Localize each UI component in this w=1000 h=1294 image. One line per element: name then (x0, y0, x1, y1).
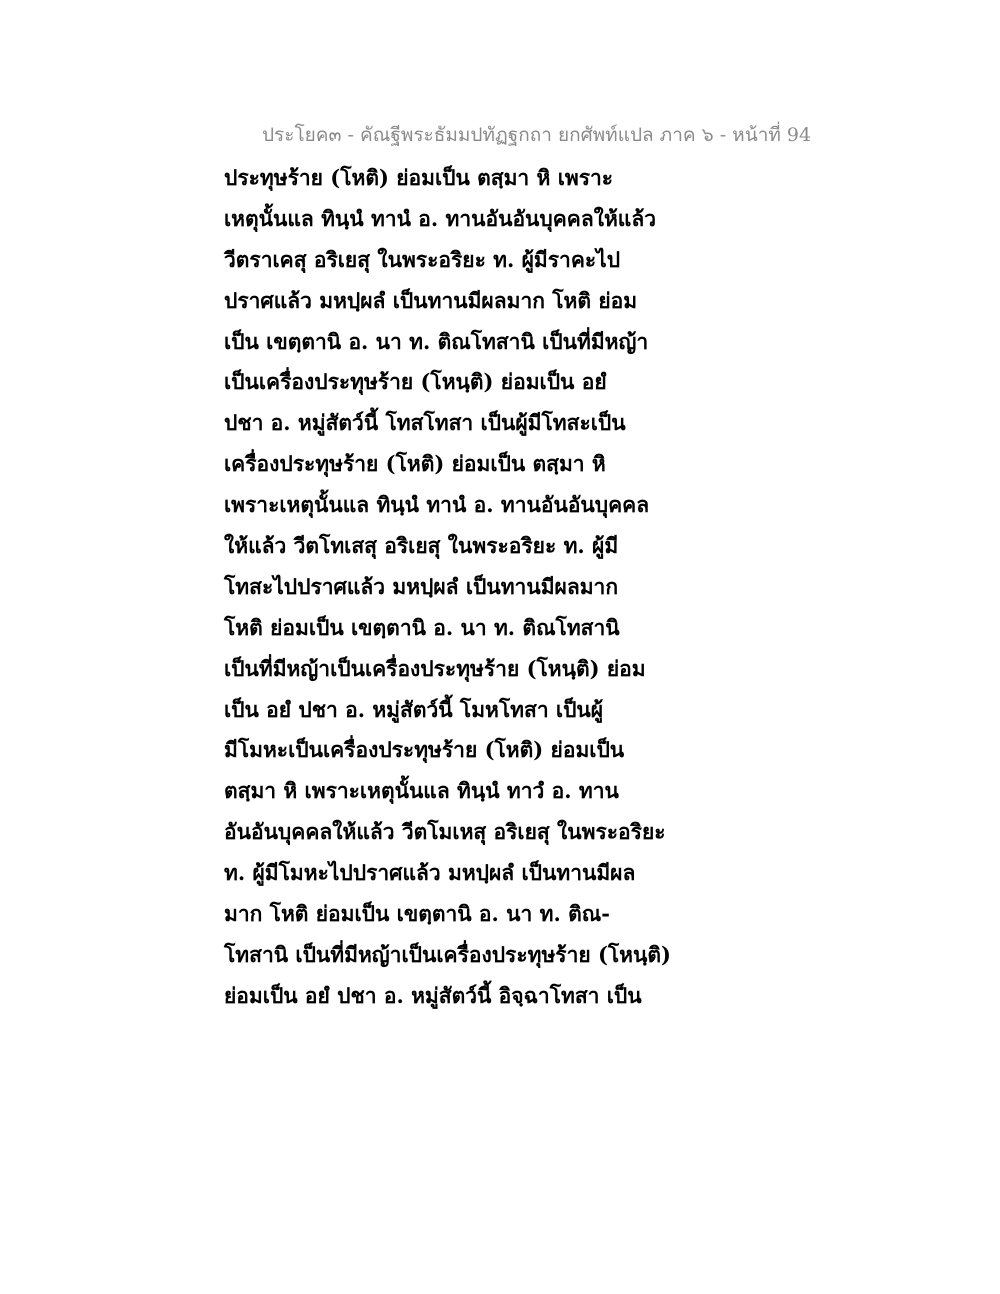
text-line: โหติ ย่อมเป็น เขตฺตานิ อ. นา ท. ติณโทสานิ (224, 614, 620, 640)
body-text (224, 158, 671, 1017)
text-line: เครื่องประทุษร้าย (โหติ) ย่อมเป็น ตสฺมา หิ (224, 451, 606, 477)
text-line: เป็นที่มีหญ้าเป็นเครื่องประทุษร้าย (โหนฺติ) ย่อม (224, 655, 646, 681)
text-line: มีโมหะเป็นเครื่องประทุษร้าย (โหติ) ย่อมเป็น (224, 737, 625, 763)
text-line: เพราะเหตุนั้นแล ทินฺนํ ทานํ อ. ทานอันอันบุคคล (224, 492, 650, 518)
text-line: อันอันบุคคลให้แล้ว วีตโมเหสุ อริเยสุ ในพระอริยะ (224, 819, 666, 845)
text-line: เป็น เขตฺตานิ อ. นา ท. ติณโทสานิ เป็นที่มีหญ้า (224, 328, 649, 354)
text-line: ประทุษร้าย (โหติ) ย่อมเป็น ตสฺมา หิ เพราะ (224, 165, 614, 190)
text-line: ให้แล้ว วีตโทเสสุ อริเยสุ ในพระอริยะ ท. ผู้มี (224, 533, 619, 559)
running-header: ประโยค๓ - คัณฐีพระธัมมปทัฏฐกถา ยกศัพท์แปล ภาค ๖ - หน้าที่ 94 (262, 124, 812, 146)
text-line: ปชา อ. หมู่สัตว์นี้ โทสโทสา เป็นผู้มีโทสะเป็น (224, 410, 626, 436)
text-line: ท. ผู้มีโมหะไปปราศแล้ว มหปฺผลํ เป็นทานมีผล (224, 860, 636, 886)
text-line: โทสะไปปราศแล้ว มหปฺผลํ เป็นทานมีผลมาก (224, 573, 619, 599)
text-line: โทสานิ เป็นที่มีหญ้าเป็นเครื่องประทุษร้าย (โหนฺติ) (224, 941, 671, 967)
text-line: เป็นเครื่องประทุษร้าย (โหนฺติ) ย่อมเป็น อยํ (224, 369, 607, 395)
text-line: ตสฺมา หิ เพราะเหตุนั้นแล ทินฺนํ ทาวํ อ. ทาน (224, 778, 619, 804)
text-line: เหตุนั้นแล ทินฺนํ ทานํ อ. ทานอันอันบุคคลให้แล้ว (224, 205, 656, 231)
text-line: เป็น อยํ ปชา อ. หมู่สัตว์นี้ โมหโทสา เป็นผู้ (224, 696, 604, 722)
text-line: มาก โหติ ย่อมเป็น เขตฺตานิ อ. นา ท. ติณ- (224, 901, 610, 927)
text-line: ปราศแล้ว มหปฺผลํ เป็นทานมีผลมาก โหติ ย่อม (224, 287, 638, 313)
text-line: วีตราเคสุ อริเยสุ ในพระอริยะ ท. ผู้มีราคะไป (224, 246, 621, 272)
text-line: ย่อมเป็น อยํ ปชา อ. หมู่สัตว์นี้ อิจฺฉาโทสา เป็น (224, 982, 642, 1008)
